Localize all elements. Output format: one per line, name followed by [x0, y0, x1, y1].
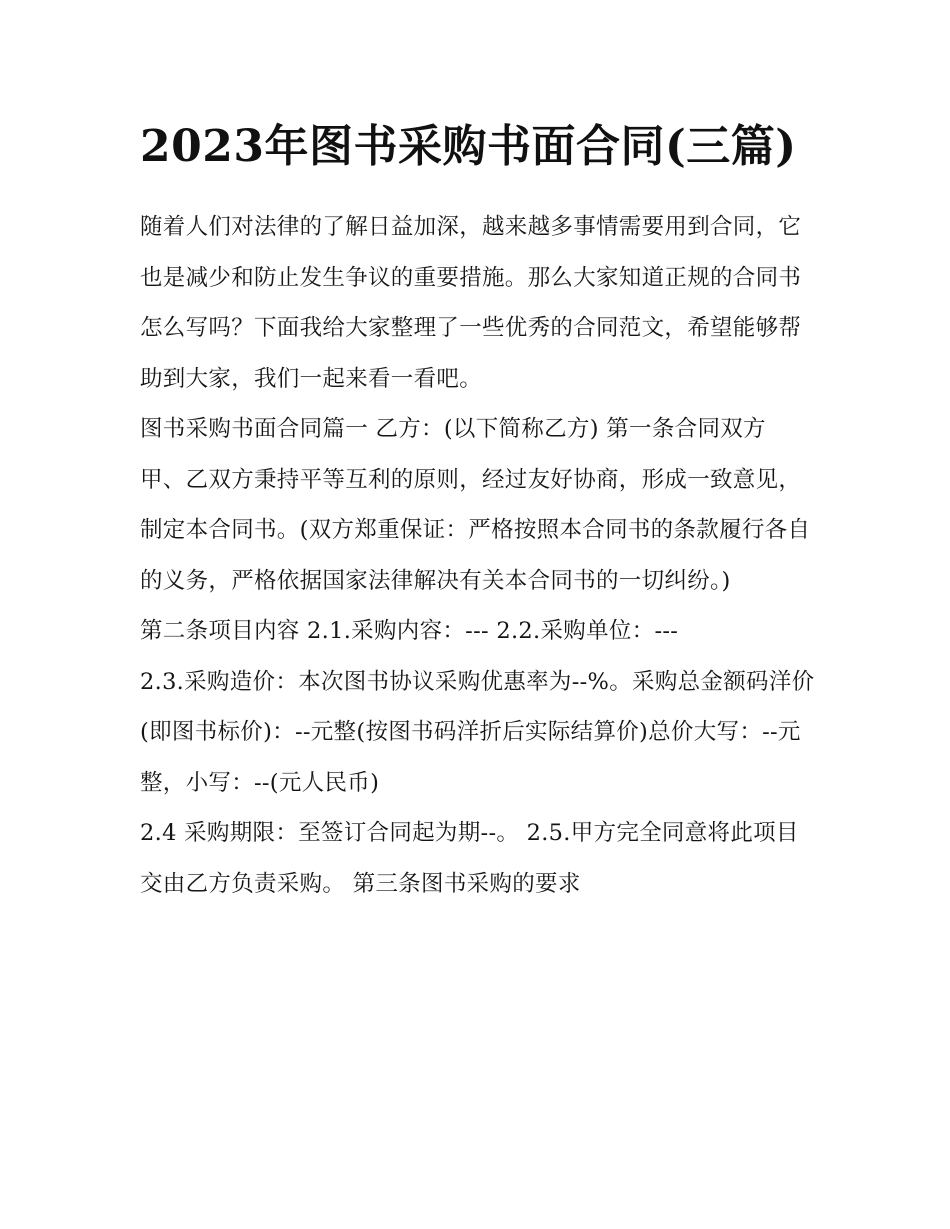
document-body: [140, 116, 820, 909]
paragraph-procurement-period: 2.4 采购期限：至签订合同起为期--。 2.5.甲方完全同意将此项目交由乙方负责采购。 第三条图书采购的要求: [140, 820, 799, 897]
paragraph-procurement-price: 2.3.采购造价：本次图书协议采购优惠率为--%。采购总金额码洋价(即图书标价)：--元整(按图书码洋折后实际结算价)总价大写：--元整，小写：--(元人民币): [140, 668, 815, 796]
paragraph-principles: 甲、乙双方秉持平等互利的原则，经过友好协商，形成一致意见，制定本合同书。(双方郑重保证：严格按照本合同书的条款履行各自的义务，严格依据国家法律解决有关本合同书的一切纠纷。): [140, 466, 811, 594]
document-title: 2023年图书采购书面合同(三篇): [140, 121, 797, 172]
paragraph-intro: 随着人们对法律的了解日益加深，越来越多事情需要用到合同，它也是减少和防止发生争议的重要措施。那么大家知道正规的合同书怎么写吗？下面我给大家整理了一些优秀的合同范文，希望能够帮助到大家，我们一起来看一看吧。: [140, 214, 802, 392]
paragraph-project-content: 第二条项目内容 2.1.采购内容：--- 2.2.采购单位：---: [140, 618, 679, 644]
paragraph-contract-one-header: 图书采购书面合同篇一 乙方：(以下简称乙方) 第一条合同双方: [140, 416, 766, 442]
